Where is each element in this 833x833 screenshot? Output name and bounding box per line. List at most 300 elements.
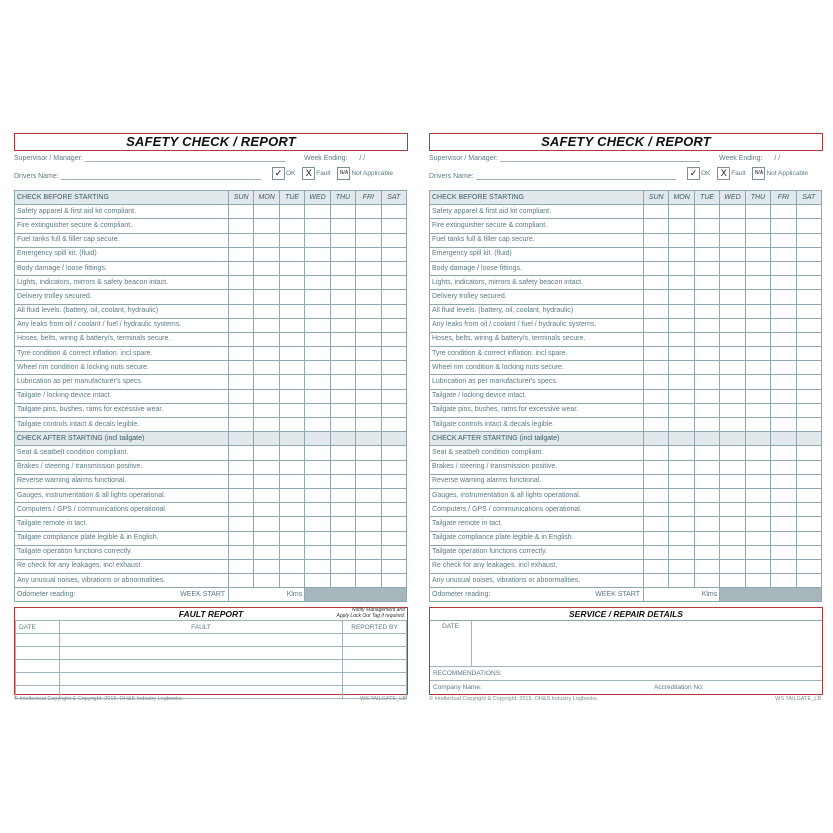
day-check-cell[interactable] bbox=[229, 219, 254, 233]
day-check-cell[interactable] bbox=[279, 460, 304, 474]
day-check-cell[interactable] bbox=[720, 290, 745, 304]
day-check-cell[interactable] bbox=[305, 290, 330, 304]
day-check-cell[interactable] bbox=[381, 517, 406, 531]
day-check-cell[interactable] bbox=[305, 347, 330, 361]
day-check-cell[interactable] bbox=[771, 474, 796, 488]
day-check-cell[interactable] bbox=[720, 205, 745, 219]
day-check-cell[interactable] bbox=[254, 446, 279, 460]
day-check-cell[interactable] bbox=[229, 545, 254, 559]
day-check-cell[interactable] bbox=[796, 488, 821, 502]
day-check-cell[interactable] bbox=[381, 375, 406, 389]
day-check-cell[interactable] bbox=[745, 574, 770, 588]
day-check-cell[interactable] bbox=[229, 474, 254, 488]
day-check-cell[interactable] bbox=[669, 290, 694, 304]
day-check-cell[interactable] bbox=[720, 432, 745, 446]
day-check-cell[interactable] bbox=[356, 247, 381, 261]
day-check-cell[interactable] bbox=[356, 233, 381, 247]
day-check-cell[interactable] bbox=[229, 347, 254, 361]
day-check-cell[interactable] bbox=[669, 531, 694, 545]
day-check-cell[interactable] bbox=[279, 290, 304, 304]
day-check-cell[interactable] bbox=[796, 418, 821, 432]
day-check-cell[interactable] bbox=[669, 503, 694, 517]
day-check-cell[interactable] bbox=[745, 375, 770, 389]
day-check-cell[interactable] bbox=[745, 559, 770, 573]
day-check-cell[interactable] bbox=[356, 261, 381, 275]
day-check-cell[interactable] bbox=[720, 247, 745, 261]
day-check-cell[interactable] bbox=[771, 233, 796, 247]
day-check-cell[interactable] bbox=[771, 418, 796, 432]
day-check-cell[interactable] bbox=[381, 318, 406, 332]
day-check-cell[interactable] bbox=[381, 304, 406, 318]
day-check-cell[interactable] bbox=[254, 318, 279, 332]
day-check-cell[interactable] bbox=[330, 233, 355, 247]
day-check-cell[interactable] bbox=[330, 418, 355, 432]
day-check-cell[interactable] bbox=[644, 318, 669, 332]
day-check-cell[interactable] bbox=[669, 488, 694, 502]
day-check-cell[interactable] bbox=[330, 290, 355, 304]
day-check-cell[interactable] bbox=[381, 446, 406, 460]
day-check-cell[interactable] bbox=[356, 332, 381, 346]
day-check-cell[interactable] bbox=[644, 574, 669, 588]
fault-row[interactable] bbox=[16, 634, 407, 647]
day-check-cell[interactable] bbox=[381, 503, 406, 517]
day-check-cell[interactable] bbox=[381, 205, 406, 219]
day-check-cell[interactable] bbox=[771, 446, 796, 460]
day-check-cell[interactable] bbox=[381, 432, 406, 446]
day-check-cell[interactable] bbox=[254, 389, 279, 403]
day-check-cell[interactable] bbox=[229, 574, 254, 588]
day-check-cell[interactable] bbox=[254, 517, 279, 531]
day-check-cell[interactable] bbox=[771, 531, 796, 545]
day-check-cell[interactable] bbox=[644, 276, 669, 290]
day-check-cell[interactable] bbox=[771, 318, 796, 332]
day-check-cell[interactable] bbox=[279, 432, 304, 446]
day-check-cell[interactable] bbox=[644, 219, 669, 233]
recommendations-row[interactable] bbox=[430, 666, 822, 680]
day-check-cell[interactable] bbox=[745, 290, 770, 304]
day-check-cell[interactable] bbox=[771, 247, 796, 261]
odometer-input[interactable] bbox=[644, 588, 720, 602]
day-check-cell[interactable] bbox=[771, 488, 796, 502]
day-check-cell[interactable] bbox=[279, 219, 304, 233]
day-check-cell[interactable] bbox=[771, 347, 796, 361]
day-check-cell[interactable] bbox=[229, 290, 254, 304]
day-check-cell[interactable] bbox=[694, 418, 719, 432]
day-check-cell[interactable] bbox=[796, 559, 821, 573]
day-check-cell[interactable] bbox=[669, 474, 694, 488]
day-check-cell[interactable] bbox=[229, 318, 254, 332]
day-check-cell[interactable] bbox=[669, 361, 694, 375]
day-check-cell[interactable] bbox=[330, 318, 355, 332]
day-check-cell[interactable] bbox=[254, 290, 279, 304]
day-check-cell[interactable] bbox=[669, 318, 694, 332]
day-check-cell[interactable] bbox=[229, 205, 254, 219]
day-check-cell[interactable] bbox=[330, 446, 355, 460]
day-check-cell[interactable] bbox=[745, 418, 770, 432]
day-check-cell[interactable] bbox=[229, 247, 254, 261]
day-check-cell[interactable] bbox=[305, 574, 330, 588]
day-check-cell[interactable] bbox=[229, 304, 254, 318]
day-check-cell[interactable] bbox=[356, 290, 381, 304]
day-check-cell[interactable] bbox=[305, 559, 330, 573]
day-check-cell[interactable] bbox=[279, 375, 304, 389]
day-check-cell[interactable] bbox=[279, 531, 304, 545]
day-check-cell[interactable] bbox=[254, 375, 279, 389]
day-check-cell[interactable] bbox=[720, 474, 745, 488]
day-check-cell[interactable] bbox=[796, 347, 821, 361]
odometer-input[interactable] bbox=[229, 588, 305, 602]
fault-row[interactable] bbox=[16, 673, 407, 686]
day-check-cell[interactable] bbox=[305, 261, 330, 275]
day-check-cell[interactable] bbox=[796, 361, 821, 375]
service-date-row[interactable] bbox=[430, 620, 822, 666]
day-check-cell[interactable] bbox=[330, 205, 355, 219]
day-check-cell[interactable] bbox=[254, 261, 279, 275]
day-check-cell[interactable] bbox=[694, 531, 719, 545]
day-check-cell[interactable] bbox=[254, 474, 279, 488]
day-check-cell[interactable] bbox=[305, 460, 330, 474]
day-check-cell[interactable] bbox=[305, 361, 330, 375]
day-check-cell[interactable] bbox=[330, 403, 355, 417]
day-check-cell[interactable] bbox=[644, 233, 669, 247]
day-check-cell[interactable] bbox=[771, 559, 796, 573]
day-check-cell[interactable] bbox=[694, 233, 719, 247]
day-check-cell[interactable] bbox=[279, 418, 304, 432]
day-check-cell[interactable] bbox=[330, 432, 355, 446]
day-check-cell[interactable] bbox=[356, 375, 381, 389]
day-check-cell[interactable] bbox=[694, 389, 719, 403]
day-check-cell[interactable] bbox=[305, 247, 330, 261]
day-check-cell[interactable] bbox=[669, 375, 694, 389]
day-check-cell[interactable] bbox=[254, 432, 279, 446]
day-check-cell[interactable] bbox=[669, 247, 694, 261]
day-check-cell[interactable] bbox=[720, 276, 745, 290]
day-check-cell[interactable] bbox=[644, 403, 669, 417]
day-check-cell[interactable] bbox=[745, 318, 770, 332]
day-check-cell[interactable] bbox=[381, 488, 406, 502]
day-check-cell[interactable] bbox=[745, 432, 770, 446]
day-check-cell[interactable] bbox=[356, 418, 381, 432]
day-check-cell[interactable] bbox=[771, 403, 796, 417]
day-check-cell[interactable] bbox=[669, 219, 694, 233]
day-check-cell[interactable] bbox=[694, 219, 719, 233]
day-check-cell[interactable] bbox=[279, 318, 304, 332]
day-check-cell[interactable] bbox=[381, 290, 406, 304]
day-check-cell[interactable] bbox=[644, 304, 669, 318]
day-check-cell[interactable] bbox=[644, 347, 669, 361]
day-check-cell[interactable] bbox=[796, 389, 821, 403]
day-check-cell[interactable] bbox=[330, 460, 355, 474]
day-check-cell[interactable] bbox=[305, 418, 330, 432]
day-check-cell[interactable] bbox=[381, 276, 406, 290]
day-check-cell[interactable] bbox=[279, 574, 304, 588]
day-check-cell[interactable] bbox=[330, 389, 355, 403]
day-check-cell[interactable] bbox=[279, 474, 304, 488]
day-check-cell[interactable] bbox=[254, 304, 279, 318]
day-check-cell[interactable] bbox=[694, 276, 719, 290]
day-check-cell[interactable] bbox=[254, 247, 279, 261]
day-check-cell[interactable] bbox=[381, 531, 406, 545]
day-check-cell[interactable] bbox=[771, 432, 796, 446]
day-check-cell[interactable] bbox=[305, 375, 330, 389]
day-check-cell[interactable] bbox=[254, 403, 279, 417]
day-check-cell[interactable] bbox=[644, 261, 669, 275]
week-ending-value[interactable]: / / bbox=[359, 155, 366, 162]
day-check-cell[interactable] bbox=[279, 389, 304, 403]
day-check-cell[interactable] bbox=[229, 276, 254, 290]
day-check-cell[interactable] bbox=[305, 432, 330, 446]
day-check-cell[interactable] bbox=[669, 460, 694, 474]
day-check-cell[interactable] bbox=[229, 233, 254, 247]
day-check-cell[interactable] bbox=[644, 474, 669, 488]
day-check-cell[interactable] bbox=[356, 347, 381, 361]
day-check-cell[interactable] bbox=[694, 247, 719, 261]
supervisor-input-line[interactable] bbox=[85, 161, 285, 162]
day-check-cell[interactable] bbox=[330, 261, 355, 275]
day-check-cell[interactable] bbox=[669, 446, 694, 460]
day-check-cell[interactable] bbox=[381, 261, 406, 275]
day-check-cell[interactable] bbox=[279, 233, 304, 247]
day-check-cell[interactable] bbox=[669, 205, 694, 219]
day-check-cell[interactable] bbox=[330, 361, 355, 375]
day-check-cell[interactable] bbox=[305, 318, 330, 332]
day-check-cell[interactable] bbox=[745, 545, 770, 559]
day-check-cell[interactable] bbox=[305, 403, 330, 417]
day-check-cell[interactable] bbox=[694, 318, 719, 332]
day-check-cell[interactable] bbox=[720, 261, 745, 275]
day-check-cell[interactable] bbox=[644, 418, 669, 432]
day-check-cell[interactable] bbox=[694, 474, 719, 488]
day-check-cell[interactable] bbox=[644, 290, 669, 304]
day-check-cell[interactable] bbox=[694, 488, 719, 502]
day-check-cell[interactable] bbox=[356, 559, 381, 573]
day-check-cell[interactable] bbox=[694, 559, 719, 573]
day-check-cell[interactable] bbox=[330, 531, 355, 545]
day-check-cell[interactable] bbox=[305, 517, 330, 531]
day-check-cell[interactable] bbox=[669, 432, 694, 446]
day-check-cell[interactable] bbox=[305, 389, 330, 403]
day-check-cell[interactable] bbox=[796, 290, 821, 304]
day-check-cell[interactable] bbox=[330, 347, 355, 361]
day-check-cell[interactable] bbox=[669, 403, 694, 417]
day-check-cell[interactable] bbox=[745, 488, 770, 502]
day-check-cell[interactable] bbox=[771, 261, 796, 275]
day-check-cell[interactable] bbox=[305, 488, 330, 502]
day-check-cell[interactable] bbox=[669, 389, 694, 403]
day-check-cell[interactable] bbox=[381, 559, 406, 573]
day-check-cell[interactable] bbox=[229, 460, 254, 474]
day-check-cell[interactable] bbox=[305, 219, 330, 233]
day-check-cell[interactable] bbox=[279, 446, 304, 460]
day-check-cell[interactable] bbox=[229, 488, 254, 502]
day-check-cell[interactable] bbox=[381, 361, 406, 375]
day-check-cell[interactable] bbox=[694, 517, 719, 531]
day-check-cell[interactable] bbox=[330, 517, 355, 531]
day-check-cell[interactable] bbox=[229, 517, 254, 531]
day-check-cell[interactable] bbox=[771, 276, 796, 290]
day-check-cell[interactable] bbox=[356, 488, 381, 502]
day-check-cell[interactable] bbox=[279, 347, 304, 361]
day-check-cell[interactable] bbox=[229, 332, 254, 346]
day-check-cell[interactable] bbox=[720, 531, 745, 545]
day-check-cell[interactable] bbox=[745, 460, 770, 474]
day-check-cell[interactable] bbox=[669, 233, 694, 247]
day-check-cell[interactable] bbox=[796, 503, 821, 517]
day-check-cell[interactable] bbox=[279, 503, 304, 517]
day-check-cell[interactable] bbox=[771, 517, 796, 531]
day-check-cell[interactable] bbox=[796, 247, 821, 261]
day-check-cell[interactable] bbox=[381, 403, 406, 417]
day-check-cell[interactable] bbox=[279, 304, 304, 318]
day-check-cell[interactable] bbox=[644, 460, 669, 474]
day-check-cell[interactable] bbox=[356, 389, 381, 403]
day-check-cell[interactable] bbox=[356, 517, 381, 531]
day-check-cell[interactable] bbox=[669, 559, 694, 573]
day-check-cell[interactable] bbox=[279, 247, 304, 261]
day-check-cell[interactable] bbox=[381, 574, 406, 588]
day-check-cell[interactable] bbox=[356, 219, 381, 233]
day-check-cell[interactable] bbox=[745, 332, 770, 346]
day-check-cell[interactable] bbox=[356, 531, 381, 545]
day-check-cell[interactable] bbox=[229, 503, 254, 517]
day-check-cell[interactable] bbox=[305, 474, 330, 488]
day-check-cell[interactable] bbox=[229, 403, 254, 417]
day-check-cell[interactable] bbox=[720, 304, 745, 318]
day-check-cell[interactable] bbox=[279, 545, 304, 559]
day-check-cell[interactable] bbox=[720, 403, 745, 417]
day-check-cell[interactable] bbox=[720, 219, 745, 233]
day-check-cell[interactable] bbox=[305, 233, 330, 247]
day-check-cell[interactable] bbox=[720, 318, 745, 332]
day-check-cell[interactable] bbox=[330, 574, 355, 588]
day-check-cell[interactable] bbox=[356, 446, 381, 460]
day-check-cell[interactable] bbox=[305, 531, 330, 545]
day-check-cell[interactable] bbox=[720, 488, 745, 502]
fault-row[interactable] bbox=[16, 647, 407, 660]
day-check-cell[interactable] bbox=[229, 432, 254, 446]
day-check-cell[interactable] bbox=[694, 375, 719, 389]
day-check-cell[interactable] bbox=[279, 488, 304, 502]
day-check-cell[interactable] bbox=[771, 545, 796, 559]
fault-row[interactable] bbox=[16, 660, 407, 673]
day-check-cell[interactable] bbox=[254, 347, 279, 361]
day-check-cell[interactable] bbox=[694, 545, 719, 559]
day-check-cell[interactable] bbox=[796, 574, 821, 588]
day-check-cell[interactable] bbox=[356, 361, 381, 375]
day-check-cell[interactable] bbox=[229, 418, 254, 432]
day-check-cell[interactable] bbox=[771, 219, 796, 233]
day-check-cell[interactable] bbox=[229, 361, 254, 375]
day-check-cell[interactable] bbox=[644, 332, 669, 346]
day-check-cell[interactable] bbox=[381, 233, 406, 247]
day-check-cell[interactable] bbox=[720, 574, 745, 588]
day-check-cell[interactable] bbox=[644, 559, 669, 573]
day-check-cell[interactable] bbox=[720, 332, 745, 346]
day-check-cell[interactable] bbox=[330, 219, 355, 233]
day-check-cell[interactable] bbox=[796, 545, 821, 559]
day-check-cell[interactable] bbox=[254, 574, 279, 588]
day-check-cell[interactable] bbox=[330, 474, 355, 488]
day-check-cell[interactable] bbox=[279, 332, 304, 346]
day-check-cell[interactable] bbox=[796, 446, 821, 460]
day-check-cell[interactable] bbox=[254, 503, 279, 517]
day-check-cell[interactable] bbox=[381, 347, 406, 361]
day-check-cell[interactable] bbox=[694, 460, 719, 474]
day-check-cell[interactable] bbox=[720, 418, 745, 432]
day-check-cell[interactable] bbox=[745, 247, 770, 261]
day-check-cell[interactable] bbox=[796, 276, 821, 290]
day-check-cell[interactable] bbox=[279, 205, 304, 219]
day-check-cell[interactable] bbox=[330, 247, 355, 261]
day-check-cell[interactable] bbox=[305, 446, 330, 460]
day-check-cell[interactable] bbox=[796, 219, 821, 233]
day-check-cell[interactable] bbox=[254, 460, 279, 474]
day-check-cell[interactable] bbox=[745, 347, 770, 361]
day-check-cell[interactable] bbox=[669, 261, 694, 275]
day-check-cell[interactable] bbox=[254, 276, 279, 290]
day-check-cell[interactable] bbox=[381, 418, 406, 432]
day-check-cell[interactable] bbox=[720, 517, 745, 531]
day-check-cell[interactable] bbox=[644, 375, 669, 389]
day-check-cell[interactable] bbox=[745, 446, 770, 460]
day-check-cell[interactable] bbox=[381, 247, 406, 261]
day-check-cell[interactable] bbox=[745, 474, 770, 488]
day-check-cell[interactable] bbox=[694, 446, 719, 460]
day-check-cell[interactable] bbox=[279, 403, 304, 417]
day-check-cell[interactable] bbox=[745, 304, 770, 318]
day-check-cell[interactable] bbox=[279, 559, 304, 573]
day-check-cell[interactable] bbox=[771, 389, 796, 403]
day-check-cell[interactable] bbox=[694, 574, 719, 588]
day-check-cell[interactable] bbox=[694, 361, 719, 375]
day-check-cell[interactable] bbox=[796, 474, 821, 488]
day-check-cell[interactable] bbox=[644, 531, 669, 545]
day-check-cell[interactable] bbox=[305, 304, 330, 318]
day-check-cell[interactable] bbox=[330, 559, 355, 573]
day-check-cell[interactable] bbox=[720, 347, 745, 361]
day-check-cell[interactable] bbox=[796, 332, 821, 346]
day-check-cell[interactable] bbox=[330, 304, 355, 318]
day-check-cell[interactable] bbox=[330, 503, 355, 517]
day-check-cell[interactable] bbox=[644, 389, 669, 403]
day-check-cell[interactable] bbox=[771, 304, 796, 318]
day-check-cell[interactable] bbox=[720, 389, 745, 403]
day-check-cell[interactable] bbox=[644, 432, 669, 446]
day-check-cell[interactable] bbox=[694, 261, 719, 275]
supervisor-input-line[interactable] bbox=[500, 161, 700, 162]
day-check-cell[interactable] bbox=[305, 205, 330, 219]
day-check-cell[interactable] bbox=[694, 290, 719, 304]
day-check-cell[interactable] bbox=[745, 403, 770, 417]
day-check-cell[interactable] bbox=[279, 276, 304, 290]
day-check-cell[interactable] bbox=[796, 403, 821, 417]
week-ending-value[interactable]: / / bbox=[774, 155, 781, 162]
day-check-cell[interactable] bbox=[229, 375, 254, 389]
day-check-cell[interactable] bbox=[254, 205, 279, 219]
day-check-cell[interactable] bbox=[330, 276, 355, 290]
day-check-cell[interactable] bbox=[796, 318, 821, 332]
day-check-cell[interactable] bbox=[381, 332, 406, 346]
day-check-cell[interactable] bbox=[381, 545, 406, 559]
day-check-cell[interactable] bbox=[279, 361, 304, 375]
day-check-cell[interactable] bbox=[254, 531, 279, 545]
day-check-cell[interactable] bbox=[694, 304, 719, 318]
day-check-cell[interactable] bbox=[644, 205, 669, 219]
day-check-cell[interactable] bbox=[796, 517, 821, 531]
day-check-cell[interactable] bbox=[254, 418, 279, 432]
day-check-cell[interactable] bbox=[796, 460, 821, 474]
day-check-cell[interactable] bbox=[771, 361, 796, 375]
